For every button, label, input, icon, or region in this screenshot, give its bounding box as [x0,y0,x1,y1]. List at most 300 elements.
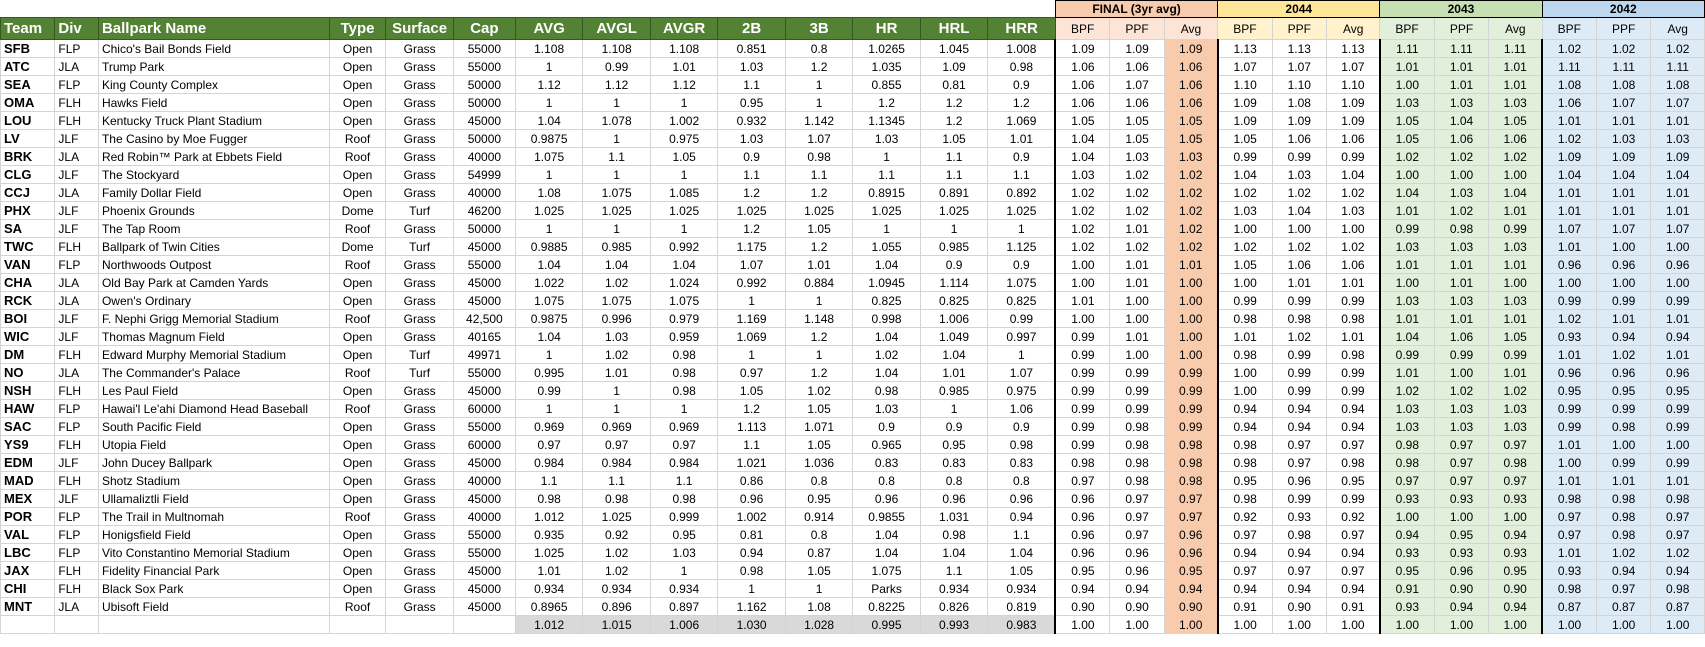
stat-cell[interactable]: 0.935 [515,526,582,544]
surface-cell[interactable]: Grass [386,292,453,310]
factor-cell[interactable]: 1.00 [1489,166,1542,184]
factor-cell[interactable]: 0.91 [1327,598,1380,616]
stat-cell[interactable]: 1.05 [650,148,717,166]
ballpark-cell[interactable]: Trump Park [98,58,329,76]
factor-cell[interactable]: 0.90 [1434,580,1488,598]
stat-cell[interactable]: 1.1 [718,436,785,454]
factor-cell[interactable]: 0.99 [1327,490,1380,508]
factor-cell[interactable]: 0.96 [1055,508,1109,526]
factor-cell[interactable]: 1.02 [1489,382,1542,400]
factor-cell[interactable]: 0.98 [1380,436,1434,454]
surface-cell[interactable]: Turf [386,364,453,382]
factor-cell[interactable]: 1.01 [1489,364,1542,382]
stat-cell[interactable]: 1.075 [583,292,650,310]
factor-cell[interactable]: 0.94 [1651,562,1705,580]
stat-cell[interactable]: 1 [583,166,650,184]
factor-cell[interactable]: 0.96 [1055,490,1109,508]
div-cell[interactable]: FLH [55,580,99,598]
factor-cell[interactable]: 0.96 [1055,544,1109,562]
stat-cell[interactable]: 1.08 [515,184,582,202]
surface-cell[interactable]: Grass [386,256,453,274]
stat-cell[interactable]: 1 [785,292,852,310]
div-cell[interactable]: FLH [55,382,99,400]
factor-cell[interactable]: 1.01 [1651,310,1705,328]
stat-cell[interactable]: 1.1345 [853,112,920,130]
stat-cell[interactable]: 1.07 [988,364,1056,382]
factor-cell[interactable]: 1.03 [1055,166,1109,184]
stat-cell[interactable]: 1.06 [988,400,1056,418]
factor-cell[interactable]: 0.97 [1110,508,1164,526]
team-cell[interactable]: LV [1,130,55,148]
factor-cell[interactable]: 0.95 [1164,562,1217,580]
stat-cell[interactable]: 1 [515,58,582,76]
factor-cell[interactable]: 1.00 [1164,310,1217,328]
div-cell[interactable]: JLA [55,274,99,292]
factor-cell[interactable]: 0.99 [1164,382,1217,400]
factor-cell[interactable]: 0.99 [1327,148,1380,166]
cap-cell[interactable]: 40000 [453,508,515,526]
factor-cell[interactable]: 1.02 [1272,184,1326,202]
stat-cell[interactable]: 1.055 [853,238,920,256]
type-cell[interactable]: Open [329,454,386,472]
factor-cell[interactable]: 0.99 [1542,400,1596,418]
factor-cell[interactable]: 0.99 [1055,346,1109,364]
stat-cell[interactable]: 1.2 [988,94,1056,112]
total-factor-cell[interactable]: 1.00 [1164,616,1217,634]
factor-cell[interactable]: 1.07 [1596,94,1650,112]
stat-cell[interactable]: 1.04 [515,112,582,130]
factor-cell[interactable]: 1.02 [1110,166,1164,184]
stat-cell[interactable]: 0.98 [515,490,582,508]
stat-cell[interactable]: 0.98 [785,148,852,166]
type-cell[interactable]: Open [329,382,386,400]
factor-cell[interactable]: 0.94 [1110,580,1164,598]
factor-cell[interactable]: 1.02 [1327,238,1380,256]
factor-cell[interactable]: 0.90 [1055,598,1109,616]
cap-cell[interactable]: 55000 [453,364,515,382]
stat-cell[interactable]: 0.984 [583,454,650,472]
factor-cell[interactable]: 0.97 [1327,436,1380,454]
stat-cell[interactable]: 0.9 [988,148,1056,166]
factor-cell[interactable]: 0.99 [1434,346,1488,364]
surface-cell[interactable]: Grass [386,418,453,436]
stat-cell[interactable]: 1.006 [920,310,987,328]
factor-cell[interactable]: 0.98 [1055,454,1109,472]
factor-cell[interactable]: 1.07 [1651,220,1705,238]
factor-cell[interactable]: 0.98 [1596,490,1650,508]
factor-cell[interactable]: 0.99 [1489,346,1542,364]
stat-cell[interactable]: 1.04 [920,346,987,364]
empty-cell[interactable] [98,616,329,634]
stat-cell[interactable]: 1 [785,346,852,364]
stat-cell[interactable]: 1.04 [853,256,920,274]
stat-cell[interactable]: 1.078 [583,112,650,130]
factor-cell[interactable]: 0.97 [1542,526,1596,544]
surface-cell[interactable]: Grass [386,94,453,112]
factor-cell[interactable]: 1.04 [1272,202,1326,220]
factor-cell[interactable]: 0.97 [1110,526,1164,544]
factor-cell[interactable]: 0.99 [1164,400,1217,418]
ballpark-cell[interactable]: Kentucky Truck Plant Stadium [98,112,329,130]
stat-cell[interactable]: 1.075 [988,274,1056,292]
type-cell[interactable]: Open [329,436,386,454]
stat-cell[interactable]: 0.825 [988,292,1056,310]
factor-cell[interactable]: 1.03 [1380,418,1434,436]
factor-cell[interactable]: 0.94 [1327,418,1380,436]
factor-cell[interactable]: 1.00 [1110,310,1164,328]
stat-cell[interactable]: 1.025 [583,202,650,220]
stat-cell[interactable]: 1.03 [853,130,920,148]
type-cell[interactable]: Open [329,274,386,292]
stat-cell[interactable]: 0.995 [515,364,582,382]
team-cell[interactable]: PHX [1,202,55,220]
div-cell[interactable]: JLF [55,220,99,238]
stat-cell[interactable]: 0.83 [853,454,920,472]
factor-cell[interactable]: 0.99 [1055,436,1109,454]
factor-cell[interactable]: 0.93 [1542,562,1596,580]
stat-cell[interactable]: 1 [785,94,852,112]
factor-cell[interactable]: 1.01 [1651,346,1705,364]
factor-cell[interactable]: 0.99 [1055,364,1109,382]
ballpark-cell[interactable]: John Ducey Ballpark [98,454,329,472]
factor-cell[interactable]: 1.02 [1596,346,1650,364]
factor-cell[interactable]: 0.95 [1055,562,1109,580]
stat-cell[interactable]: 1.04 [515,256,582,274]
type-cell[interactable]: Open [329,76,386,94]
div-cell[interactable]: FLP [55,400,99,418]
stat-cell[interactable]: 1 [988,220,1056,238]
stat-cell[interactable]: 0.9 [988,418,1056,436]
surface-cell[interactable]: Grass [386,580,453,598]
factor-cell[interactable]: 1.06 [1434,328,1488,346]
factor-cell[interactable]: 0.98 [1380,454,1434,472]
factor-cell[interactable]: 1.03 [1110,148,1164,166]
stat-cell[interactable]: 0.826 [920,598,987,616]
factor-cell[interactable]: 1.00 [1380,76,1434,94]
factor-cell[interactable]: 1.02 [1542,130,1596,148]
stat-cell[interactable]: 1.1 [583,472,650,490]
stat-cell[interactable]: 0.95 [718,94,785,112]
stat-cell[interactable]: 0.8 [988,472,1056,490]
factor-cell[interactable]: 1.02 [1272,328,1326,346]
factor-cell[interactable]: 0.95 [1218,472,1272,490]
factor-cell[interactable]: 0.98 [1596,526,1650,544]
stat-cell[interactable]: 0.999 [650,508,717,526]
factor-cell[interactable]: 1.00 [1110,292,1164,310]
factor-cell[interactable]: 0.94 [1327,580,1380,598]
stat-cell[interactable]: 1 [785,580,852,598]
stat-cell[interactable]: 1.08 [785,598,852,616]
stat-cell[interactable]: 1.07 [785,130,852,148]
factor-cell[interactable]: 1.01 [1380,310,1434,328]
type-cell[interactable]: Open [329,544,386,562]
cap-cell[interactable]: 46200 [453,202,515,220]
factor-cell[interactable]: 1.01 [1327,328,1380,346]
team-cell[interactable]: TWC [1,238,55,256]
factor-cell[interactable]: 1.03 [1596,130,1650,148]
stat-cell[interactable]: 1 [515,94,582,112]
factor-cell[interactable]: 1.00 [1596,238,1650,256]
stat-cell[interactable]: 0.934 [583,580,650,598]
factor-cell[interactable]: 0.94 [1596,562,1650,580]
div-cell[interactable]: FLH [55,112,99,130]
factor-cell[interactable]: 0.94 [1489,598,1542,616]
factor-cell[interactable]: 0.98 [1596,508,1650,526]
stat-cell[interactable]: 0.94 [718,544,785,562]
stat-cell[interactable]: 1.09 [920,58,987,76]
factor-cell[interactable]: 1.01 [1542,346,1596,364]
stat-cell[interactable]: 0.94 [988,508,1056,526]
stat-cell[interactable]: 1 [583,130,650,148]
stat-cell[interactable]: 1.2 [853,94,920,112]
factor-cell[interactable]: 1.05 [1489,112,1542,130]
factor-cell[interactable]: 0.87 [1542,598,1596,616]
factor-cell[interactable]: 1.03 [1380,238,1434,256]
stat-cell[interactable]: 0.985 [920,382,987,400]
stat-cell[interactable]: 0.87 [785,544,852,562]
factor-cell[interactable]: 1.03 [1434,292,1488,310]
factor-cell[interactable]: 0.98 [1434,220,1488,238]
cap-cell[interactable]: 55000 [453,256,515,274]
stat-cell[interactable]: 1 [718,292,785,310]
factor-cell[interactable]: 1.08 [1596,76,1650,94]
stat-cell[interactable]: 1.025 [785,202,852,220]
factor-cell[interactable]: 1.04 [1218,166,1272,184]
stat-cell[interactable]: 0.8 [853,472,920,490]
stat-cell[interactable]: 1 [853,148,920,166]
total-stat-cell[interactable]: 1.006 [650,616,717,634]
factor-cell[interactable]: 0.97 [1164,508,1217,526]
factor-cell[interactable]: 1.09 [1110,40,1164,58]
stat-cell[interactable]: 0.98 [920,526,987,544]
factor-cell[interactable]: 1.03 [1380,94,1434,112]
stat-cell[interactable]: 0.96 [718,490,785,508]
stat-cell[interactable]: 1.113 [718,418,785,436]
factor-cell[interactable]: 0.99 [1596,292,1650,310]
factor-cell[interactable]: 1.03 [1489,238,1542,256]
cap-cell[interactable]: 45000 [453,580,515,598]
factor-cell[interactable]: 1.01 [1542,472,1596,490]
cap-cell[interactable]: 50000 [453,220,515,238]
factor-cell[interactable]: 0.97 [1272,436,1326,454]
stat-cell[interactable]: 0.97 [583,436,650,454]
stat-cell[interactable]: 0.959 [650,328,717,346]
team-cell[interactable]: SEA [1,76,55,94]
type-cell[interactable]: Roof [329,310,386,328]
factor-cell[interactable]: 0.98 [1110,436,1164,454]
factor-cell[interactable]: 1.06 [1434,130,1488,148]
factor-cell[interactable]: 0.98 [1651,580,1705,598]
factor-cell[interactable]: 0.93 [1434,490,1488,508]
factor-cell[interactable]: 0.99 [1218,292,1272,310]
ballpark-cell[interactable]: Owen's Ordinary [98,292,329,310]
stat-cell[interactable]: 1.02 [583,346,650,364]
factor-cell[interactable]: 0.99 [1164,418,1217,436]
stat-cell[interactable]: 0.98 [583,490,650,508]
factor-cell[interactable]: 1.00 [1434,508,1488,526]
factor-cell[interactable]: 1.03 [1651,130,1705,148]
stat-cell[interactable]: 1.025 [718,202,785,220]
factor-cell[interactable]: 1.02 [1055,184,1109,202]
factor-cell[interactable]: 1.01 [1542,544,1596,562]
factor-cell[interactable]: 1.00 [1272,220,1326,238]
total-factor-cell[interactable]: 1.00 [1110,616,1164,634]
cap-cell[interactable]: 40165 [453,328,515,346]
factor-cell[interactable]: 0.98 [1164,472,1217,490]
stat-cell[interactable]: 0.83 [988,454,1056,472]
factor-cell[interactable]: 1.06 [1164,94,1217,112]
div-cell[interactable]: FLP [55,418,99,436]
factor-cell[interactable]: 0.99 [1489,220,1542,238]
factor-cell[interactable]: 1.00 [1055,274,1109,292]
surface-cell[interactable]: Grass [386,436,453,454]
factor-cell[interactable]: 1.01 [1596,184,1650,202]
surface-cell[interactable]: Grass [386,76,453,94]
factor-cell[interactable]: 0.90 [1110,598,1164,616]
stat-cell[interactable]: 0.98 [853,382,920,400]
total-stat-cell[interactable]: 1.012 [515,616,582,634]
factor-cell[interactable]: 0.97 [1651,526,1705,544]
stat-cell[interactable]: 1 [988,346,1056,364]
team-cell[interactable]: OMA [1,94,55,112]
stat-cell[interactable]: 0.8225 [853,598,920,616]
cap-cell[interactable]: 60000 [453,400,515,418]
stat-cell[interactable]: 0.98 [650,490,717,508]
stat-cell[interactable]: 1 [650,94,717,112]
stat-cell[interactable]: 1.025 [583,508,650,526]
surface-cell[interactable]: Turf [386,238,453,256]
factor-cell[interactable]: 0.94 [1327,544,1380,562]
factor-cell[interactable]: 1.01 [1489,202,1542,220]
factor-cell[interactable]: 0.97 [1110,490,1164,508]
factor-cell[interactable]: 1.03 [1218,202,1272,220]
factor-cell[interactable]: 1.05 [1218,256,1272,274]
div-cell[interactable]: JLA [55,292,99,310]
team-cell[interactable]: DM [1,346,55,364]
div-cell[interactable]: FLH [55,238,99,256]
factor-cell[interactable]: 1.09 [1218,94,1272,112]
factor-cell[interactable]: 1.01 [1110,256,1164,274]
stat-cell[interactable]: 1.04 [853,328,920,346]
stat-cell[interactable]: 1.2 [718,220,785,238]
stat-cell[interactable]: 1.025 [515,202,582,220]
factor-cell[interactable]: 0.90 [1489,580,1542,598]
factor-cell[interactable]: 0.90 [1272,598,1326,616]
stat-cell[interactable]: 0.992 [718,274,785,292]
div-cell[interactable]: JLA [55,598,99,616]
factor-cell[interactable]: 1.03 [1380,400,1434,418]
team-cell[interactable]: RCK [1,292,55,310]
factor-cell[interactable]: 1.06 [1110,58,1164,76]
factor-cell[interactable]: 0.94 [1055,580,1109,598]
factor-cell[interactable]: 0.98 [1110,418,1164,436]
stat-cell[interactable]: 0.95 [650,526,717,544]
stat-cell[interactable]: 1.04 [650,256,717,274]
surface-cell[interactable]: Grass [386,274,453,292]
factor-cell[interactable]: 0.97 [1164,490,1217,508]
factor-cell[interactable]: 0.94 [1489,526,1542,544]
team-cell[interactable]: BRK [1,148,55,166]
factor-cell[interactable]: 0.95 [1327,472,1380,490]
div-cell[interactable]: JLF [55,310,99,328]
stat-cell[interactable]: 0.9855 [853,508,920,526]
cap-cell[interactable]: 42,500 [453,310,515,328]
cap-cell[interactable]: 55000 [453,526,515,544]
stat-cell[interactable]: 1.02 [583,562,650,580]
factor-cell[interactable]: 0.99 [1542,292,1596,310]
factor-cell[interactable]: 0.98 [1272,310,1326,328]
factor-cell[interactable]: 1.05 [1380,112,1434,130]
empty-cell[interactable] [1,616,55,634]
factor-cell[interactable]: 1.02 [1489,148,1542,166]
factor-cell[interactable]: 0.98 [1327,310,1380,328]
stat-cell[interactable]: 0.81 [718,526,785,544]
factor-cell[interactable]: 1.05 [1055,112,1109,130]
stat-cell[interactable]: 1.1 [920,148,987,166]
factor-cell[interactable]: 1.00 [1651,274,1705,292]
factor-cell[interactable]: 0.99 [1596,454,1650,472]
total-factor-cell[interactable]: 1.00 [1272,616,1326,634]
factor-cell[interactable]: 1.01 [1272,274,1326,292]
factor-cell[interactable]: 1.02 [1055,202,1109,220]
factor-cell[interactable]: 1.00 [1651,436,1705,454]
stat-cell[interactable]: 0.95 [920,436,987,454]
ballpark-cell[interactable]: F. Nephi Grigg Memorial Stadium [98,310,329,328]
surface-cell[interactable]: Grass [386,40,453,58]
cap-cell[interactable]: 55000 [453,544,515,562]
surface-cell[interactable]: Grass [386,130,453,148]
stat-cell[interactable]: 1 [920,220,987,238]
stat-cell[interactable]: 0.96 [853,490,920,508]
factor-cell[interactable]: 1.02 [1542,310,1596,328]
factor-cell[interactable]: 0.96 [1596,364,1650,382]
factor-cell[interactable]: 1.08 [1651,76,1705,94]
stat-cell[interactable]: 1.175 [718,238,785,256]
ballpark-cell[interactable]: Shotz Stadium [98,472,329,490]
type-cell[interactable]: Open [329,418,386,436]
type-cell[interactable]: Open [329,562,386,580]
cap-cell[interactable]: 45000 [453,562,515,580]
stat-cell[interactable]: 0.98 [650,346,717,364]
stat-cell[interactable]: 1.169 [718,310,785,328]
ballpark-cell[interactable]: Red Robin™ Park at Ebbets Field [98,148,329,166]
factor-cell[interactable]: 1.07 [1651,94,1705,112]
factor-cell[interactable]: 1.05 [1110,112,1164,130]
stat-cell[interactable]: 0.851 [718,40,785,58]
surface-cell[interactable]: Grass [386,544,453,562]
factor-cell[interactable]: 0.91 [1218,598,1272,616]
stat-cell[interactable]: 1.02 [583,274,650,292]
surface-cell[interactable]: Grass [386,508,453,526]
factor-cell[interactable]: 1.08 [1272,94,1326,112]
factor-cell[interactable]: 1.03 [1327,202,1380,220]
stat-cell[interactable]: 1.04 [853,544,920,562]
factor-cell[interactable]: 0.87 [1651,598,1705,616]
factor-cell[interactable]: 1.09 [1651,148,1705,166]
factor-cell[interactable]: 1.02 [1327,184,1380,202]
stat-cell[interactable]: 1 [515,220,582,238]
stat-cell[interactable]: 1.1 [920,166,987,184]
cap-cell[interactable]: 54999 [453,166,515,184]
factor-cell[interactable]: 1.03 [1489,400,1542,418]
type-cell[interactable]: Open [329,184,386,202]
factor-cell[interactable]: 1.01 [1434,274,1488,292]
factor-cell[interactable]: 1.01 [1542,112,1596,130]
stat-cell[interactable]: 1.108 [515,40,582,58]
stat-cell[interactable]: 1.025 [650,202,717,220]
factor-cell[interactable]: 1.01 [1434,76,1488,94]
stat-cell[interactable]: 1.1 [718,166,785,184]
